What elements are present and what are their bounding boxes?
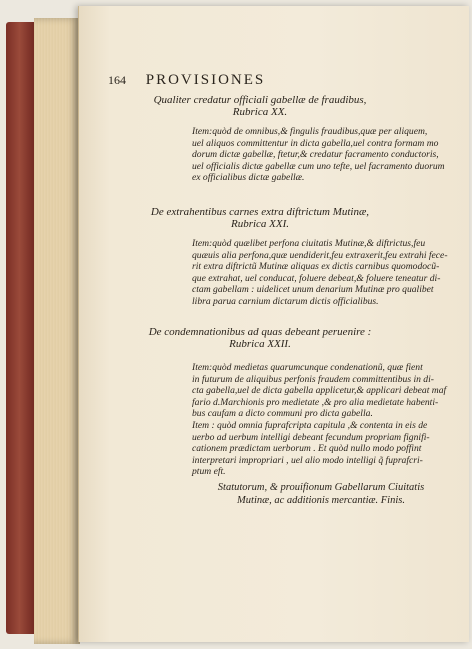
text-line: ptum eft. <box>192 466 226 478</box>
text-line: Item:quòd medietas quarumcunque condenationũ, quæ fient <box>192 362 423 373</box>
text-line: interpretari impropriari , uel alio modo intelligi q̃ fuprafcri- <box>192 454 423 466</box>
running-title: PROVISIONES <box>145 72 266 88</box>
text-line: uel aliquos committentur in dicta gabella,uel contra formam mo <box>192 137 439 149</box>
heading-line: Qualiter credatur officiali gabellæ de fraudibus, <box>153 94 367 106</box>
closing-line: Statutorum, & prouifionum Gabellarum Ciuitatis <box>217 482 425 493</box>
heading-line: De extrahentibus carnes extra diftrictum Mutinæ, <box>150 206 370 218</box>
book-cover-edge <box>6 22 36 634</box>
text-line: cationem prædictam uerborum . Et quòd nullo modo poffint <box>192 443 422 455</box>
text-line: in futurum de aliquibus perfonis fraudem committentibus in di- <box>192 373 434 385</box>
text-line: dorum dictæ gabellæ, ftetur,& credatur facramento conductoris, <box>192 149 439 161</box>
text-line: cta gabella,uel de dicta gabella applicetur,& applicari debeat maf <box>192 385 447 397</box>
text-line: libra parua carnium dictarum dictis officialibus. <box>192 295 379 307</box>
text-line: que extrahat, uel conducat, foluere debeat,& foluere teneatur di- <box>192 272 441 284</box>
text-line: Item:quòd de omnibus,& fingulis fraudibus,quæ per aliquem, <box>192 126 428 137</box>
text-line: bus caufam a dicto communi pro dicta gabella. <box>192 408 373 420</box>
text-line: rit extra diftrictũ Mutinæ aliquas ex dictis carnibus quomodocũ- <box>192 261 440 273</box>
section-paragraph-20 <box>192 126 454 184</box>
heading-line: Rubrica XXII. <box>229 338 291 350</box>
text-line: Item:quòd quælibet perfona ciuitatis Mutinæ,& diftrictus,feu <box>192 238 426 249</box>
text-line: uerbo ad uerbum intelligi debeant fecundum propriam fignifi- <box>192 431 430 443</box>
section-paragraph-22 <box>192 362 454 478</box>
page-stack-edges <box>34 18 80 644</box>
text-line: fario d.Marchionis pro medietate ,& pro alia medietate habenti- <box>192 396 439 408</box>
heading-line: Rubrica XXI. <box>230 218 290 230</box>
text-line: uel officialis dictæ gabellæ cum uno tefte, uel facramento duorum <box>192 160 445 172</box>
section-heading-21 <box>110 206 410 230</box>
section-heading-20 <box>110 94 410 118</box>
section-heading-22 <box>110 326 410 350</box>
heading-line: De condemnationibus ad quas debeant peruenire : <box>148 326 372 338</box>
text-line: ctam gabellam : uidelicet unum denarium Mutinæ pro qualibet <box>192 284 434 296</box>
closing-colophon <box>196 482 446 507</box>
running-head <box>108 72 408 89</box>
text-line: ex officialibus dictæ gabellæ. <box>192 172 305 184</box>
text-line: Item : quòd omnia fuprafcripta capitula ,& contenta in eis de <box>192 419 428 431</box>
closing-line: Mutinæ, ac additionis mercantiæ. Finis. <box>237 494 405 506</box>
heading-line: Rubrica XX. <box>232 106 288 118</box>
section-paragraph-21 <box>192 238 454 308</box>
page-number: 164 <box>108 73 126 87</box>
text-line: quæuis alia perfona,quæ uendiderit,feu extraxerit,feu extrahi fece- <box>192 249 448 261</box>
